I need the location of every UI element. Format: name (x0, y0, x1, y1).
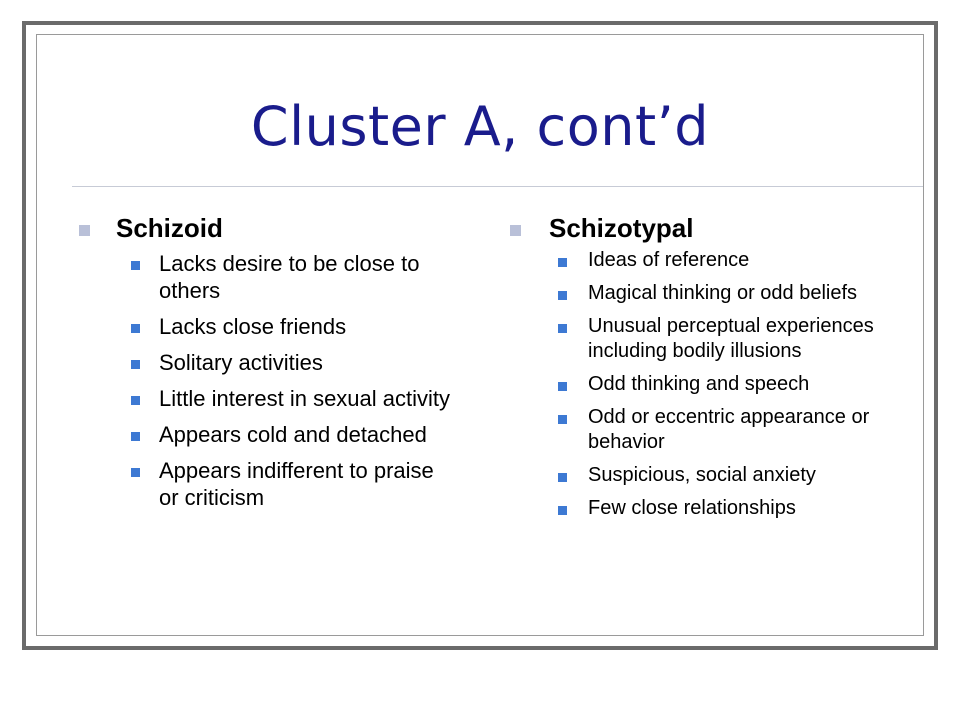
schizotypal-heading-row (510, 212, 890, 246)
square-bullet-icon (131, 396, 140, 405)
square-bullet-icon (558, 258, 567, 267)
list-item (558, 496, 890, 521)
list-item-text: Odd or eccentric appearance or behavior (588, 405, 870, 453)
square-bullet-icon (131, 432, 140, 441)
square-bullet-icon (79, 225, 90, 236)
square-bullet-icon (558, 291, 567, 300)
list-item-text: Ideas of reference (588, 248, 750, 271)
list-item-text: Suspicious, social anxiety (588, 463, 816, 486)
list-item-text: Little interest in sexual activity (159, 385, 451, 411)
schizoid-column (79, 212, 459, 520)
list-item-text: Lacks desire to be close to others (159, 250, 420, 303)
square-bullet-icon (558, 415, 567, 424)
slide-frame (22, 21, 938, 650)
square-bullet-icon (131, 360, 140, 369)
square-bullet-icon (558, 324, 567, 333)
schizoid-heading-row (79, 212, 459, 246)
list-item-text: Unusual perceptual experiences including bodily illusions (588, 314, 874, 362)
list-item-text: Solitary activities (159, 349, 323, 375)
list-item-text: Appears cold and detached (159, 421, 427, 447)
square-bullet-icon (131, 468, 140, 477)
list-item (131, 385, 459, 412)
list-item-text: Appears indifferent to praise or criticism (159, 457, 434, 510)
list-item-text: Magical thinking or odd beliefs (588, 281, 858, 304)
list-item (131, 250, 459, 304)
list-item (558, 463, 890, 488)
square-bullet-icon (558, 473, 567, 482)
square-bullet-icon (131, 261, 140, 270)
square-bullet-icon (131, 324, 140, 333)
list-item (131, 421, 459, 448)
list-item-text: Lacks close friends (159, 313, 347, 339)
list-item-text: Few close relationships (588, 496, 796, 519)
title-divider (72, 186, 923, 187)
slide-inner-border (36, 34, 924, 636)
list-item (558, 314, 890, 364)
list-item (131, 313, 459, 340)
list-item (558, 372, 890, 397)
schizotypal-heading: Schizotypal (549, 213, 694, 243)
square-bullet-icon (510, 225, 521, 236)
list-item (558, 281, 890, 306)
square-bullet-icon (558, 382, 567, 391)
schizotypal-column (510, 212, 890, 529)
list-item (558, 248, 890, 273)
slide-title: Cluster A, cont’d (250, 95, 710, 158)
list-item (131, 349, 459, 376)
schizoid-list (131, 250, 459, 511)
list-item (558, 405, 890, 455)
schizotypal-list (558, 248, 890, 521)
list-item (131, 457, 459, 511)
square-bullet-icon (558, 506, 567, 515)
schizoid-heading: Schizoid (116, 213, 223, 243)
list-item-text: Odd thinking and speech (588, 372, 810, 395)
